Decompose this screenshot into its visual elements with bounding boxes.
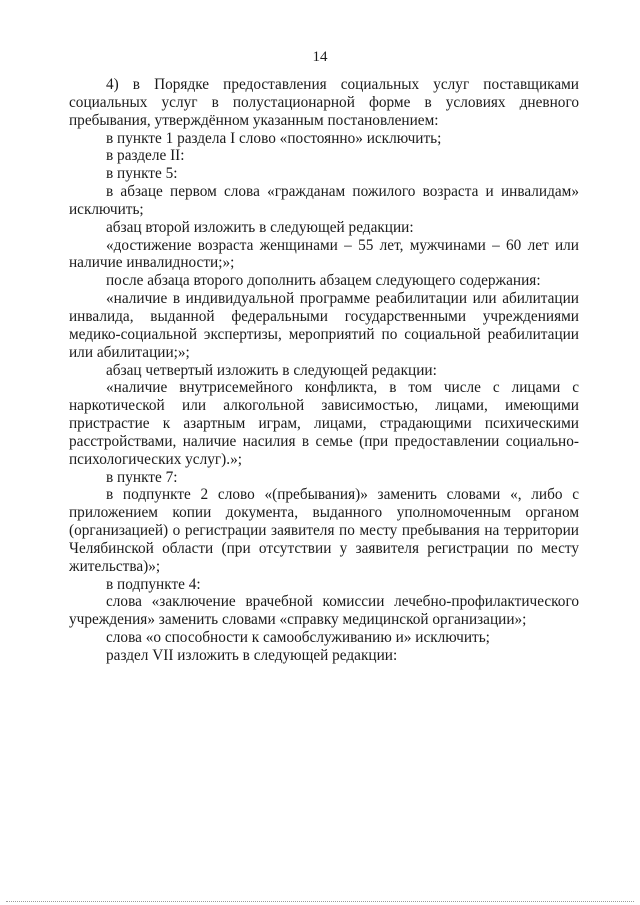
paragraph-point-5-abzac-1: в абзаце первом слова «гражданам пожилого возраста и инвалидам» исключить; <box>69 183 579 218</box>
bottom-scan-line <box>6 901 634 902</box>
paragraph-subpoint-4-words-2: слова «о способности к самообслуживанию и» исключить; <box>106 629 490 647</box>
paragraph-abzac-4-heading: абзац четвертый изложить в следующей редакции: <box>106 361 437 379</box>
paragraph-point-1-section-1: в пункте 1 раздела I слово «постоянно» исключить; <box>106 129 442 147</box>
paragraph-subpoint-4-words-1: слова «заключение врачебной комиссии лечебно-профилактического учреждения» заменить словами «справку медицинской организации»; <box>69 593 579 629</box>
page-number: 14 <box>312 49 328 65</box>
paragraph-section-2: в разделе II: <box>106 147 185 165</box>
paragraph-add-abzac-heading: после абзаца второго дополнить абзацем следующего содержания: <box>106 272 541 290</box>
paragraph-abzac-2-heading: абзац второй изложить в следующей редакции: <box>106 218 414 236</box>
paragraph-point-5: в пункте 5: <box>106 165 178 183</box>
paragraph-subpoint-4: в подпункте 4: <box>106 575 201 593</box>
paragraph-add-abzac-text: «наличие в индивидуальной программе реабилитации или абилитации инвалида, выданной федеральными государственными учреждениями медико-социальной экспертизы, мероприятий по социальной реабилитации или абилитации;»; <box>69 290 579 361</box>
paragraph-point-7: в пункте 7: <box>106 468 178 486</box>
paragraph-section-7: раздел VII изложить в следующей редакции: <box>106 647 398 664</box>
paragraph-item-4-intro: 4) в Порядке предоставления социальных услуг поставщиками социальных услуг в полустационарной форме в условиях дневного пребывания, утверждённом указанным постановлением: <box>69 76 579 129</box>
paragraph-abzac-2-text: «достижение возраста женщинами – 55 лет, мужчинами – 60 лет или наличие инвалидности;»; <box>69 236 579 272</box>
paragraph-subpoint-2: в подпункте 2 слово «(пребывания)» заменить словами «, либо с приложением копии документа, выданного уполномоченным органом (организацией) о регистрации заявителя по месту пребывания на территории Челябинской области (при отсутствии у заявителя регистрации по месту жительства)»; <box>69 486 579 575</box>
paragraph-abzac-4-text: «наличие внутрисемейного конфликта, в том числе с лицами с наркотической или алкогольной зависимостью, лицами, имеющими пристрастие к азартным играм, лицами, страдающими психическими расстройствами, наличие насилия в семье (при предоставлении социально-психологических услуг).»; <box>69 379 579 468</box>
document-body <box>69 76 579 665</box>
